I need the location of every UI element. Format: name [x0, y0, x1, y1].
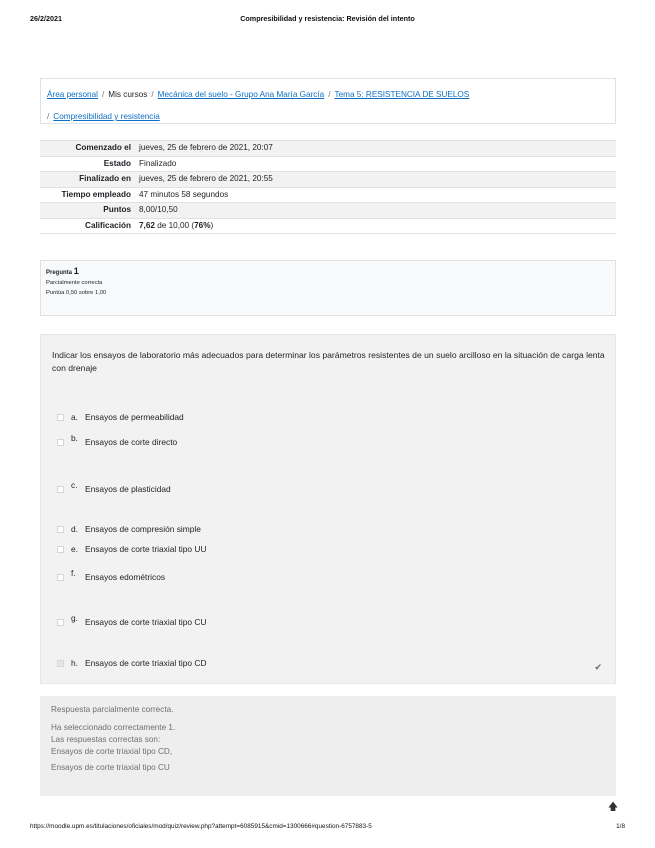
- print-date: 26/2/2021: [30, 14, 62, 23]
- question-state: Parcialmente correcta: [46, 280, 103, 286]
- breadcrumb-quiz[interactable]: Compresibilidad y resistencia: [53, 112, 160, 121]
- answer-option[interactable]: h. Ensayos de corte triaxial tipo CD: [57, 658, 207, 670]
- breadcrumb: Área personal / Mis cursos / Mecánica del suelo - Grupo Ana María García / Tema 5: RESISTENCIA DE SUELOS / Compresibilidad y resistencia: [40, 78, 616, 124]
- print-header: [30, 14, 625, 26]
- answer-option[interactable]: b. Ensayos de corte directo: [57, 437, 177, 449]
- breadcrumb-topic[interactable]: Tema 5: RESISTENCIA DE SUELOS: [334, 90, 470, 99]
- checkbox[interactable]: [57, 439, 64, 446]
- print-page-number: 1/8: [616, 823, 625, 830]
- checkbox[interactable]: [57, 619, 64, 626]
- feedback-title: Respuesta parcialmente correcta.: [51, 705, 174, 714]
- print-url: https://moodle.upm.es/titulaciones/oficiales/mod/quiz/review.php?attempt=6085915&cmid=1300666#question-6757883-5: [30, 823, 372, 830]
- breadcrumb-mis-cursos: Mis cursos: [108, 90, 148, 99]
- breadcrumb-course[interactable]: Mecánica del suelo - Grupo Ana María García: [157, 90, 325, 99]
- question-grade: Puntúa 0,50 sobre 1,00: [46, 290, 107, 296]
- summary-row: Tiempo empleado 47 minutos 58 segundos: [40, 187, 616, 203]
- answer-option[interactable]: a. Ensayos de permeabilidad: [57, 412, 184, 424]
- summary-row: Finalizado en jueves, 25 de febrero de 2021, 20:55: [40, 172, 616, 188]
- checkbox-checked[interactable]: [57, 660, 64, 667]
- question-info: Pregunta 1 Parcialmente correcta Puntúa 0,50 sobre 1,00: [40, 260, 616, 316]
- print-title: Compresibilidad y resistencia: Revisión del intento: [240, 14, 415, 23]
- answer-option[interactable]: d. Ensayos de compresión simple: [57, 524, 201, 536]
- arrow-up-icon[interactable]: 🡅: [607, 802, 619, 813]
- attempt-summary-table: [40, 140, 616, 234]
- summary-row: Calificación 7,62 de 10,00 (76%): [40, 218, 616, 234]
- answer-option[interactable]: c. Ensayos de plasticidad: [57, 484, 171, 496]
- answer-option[interactable]: g. Ensayos de corte triaxial tipo CU: [57, 617, 207, 629]
- question-number: 1: [73, 266, 79, 276]
- checkbox[interactable]: [57, 526, 64, 533]
- correct-check-icon: ✔: [594, 662, 602, 672]
- summary-row: Estado Finalizado: [40, 156, 616, 172]
- breadcrumb-area-personal[interactable]: Área personal: [47, 90, 98, 99]
- question-content: [40, 334, 616, 684]
- checkbox[interactable]: [57, 486, 64, 493]
- summary-row: Puntos 8,00/10,50: [40, 203, 616, 219]
- checkbox[interactable]: [57, 414, 64, 421]
- answer-option[interactable]: f. Ensayos edométricos: [57, 572, 165, 584]
- checkbox[interactable]: [57, 574, 64, 581]
- question-text: Indicar los ensayos de laboratorio más adecuados para determinar los parámetros resistentes de un suelo arcilloso en la situación de carga lenta con drenaje: [52, 350, 605, 373]
- feedback-box: Respuesta parcialmente correcta. Ha seleccionado correctamente 1. Las respuestas correctas son: Ensayos de corte triaxial tipo CD, Ensayos de corte triaxial tipo CU: [40, 696, 616, 796]
- answer-option[interactable]: e. Ensayos de corte triaxial tipo UU: [57, 544, 207, 556]
- checkbox[interactable]: [57, 546, 64, 553]
- summary-row: Comenzado el jueves, 25 de febrero de 2021, 20:07: [40, 141, 616, 157]
